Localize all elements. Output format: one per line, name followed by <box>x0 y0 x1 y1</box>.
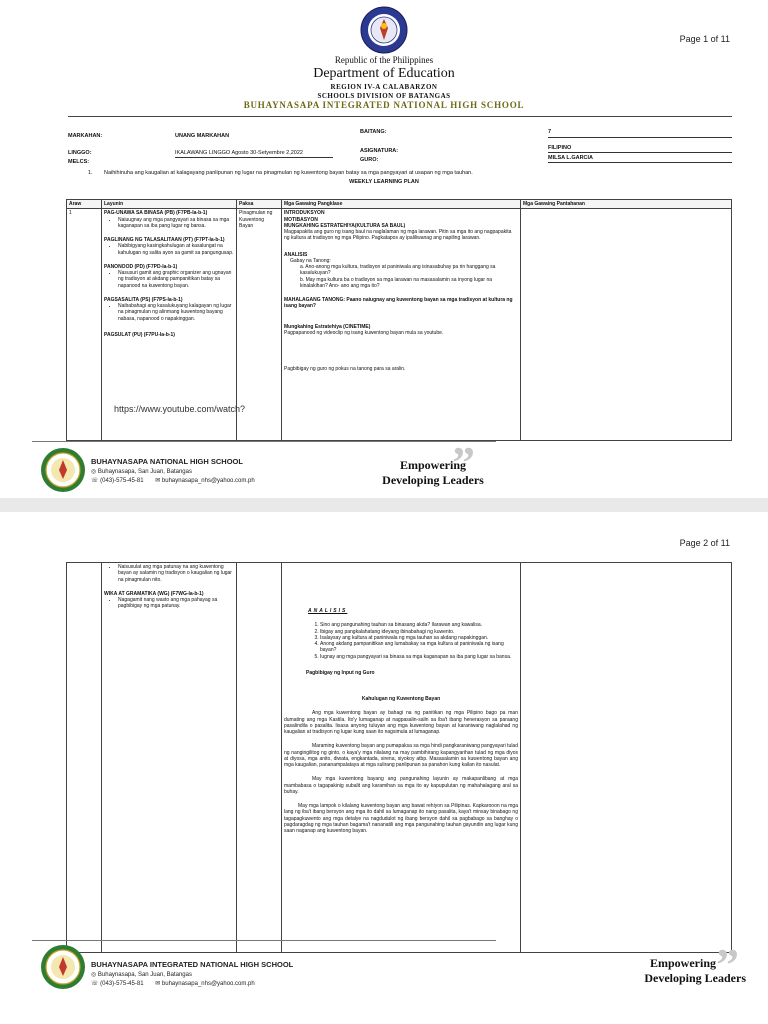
linggo-label: LINGGO: <box>68 150 92 156</box>
phone-icon: ☏ <box>91 478 101 484</box>
phone-icon: ☏ <box>91 981 101 987</box>
input-heading: Pagbibigay ng Input ng Guro <box>306 669 375 676</box>
ps-bullet: • Naibabahagi ang kasalukuyang kalagayan ng lugar na pinagmulan ng alinmang kuwentong bayang nabasa, napanood o napakinggan. <box>118 303 234 322</box>
question-1: 1. Sino ang pangunahing tauhan sa binasang akda? Ilarawan ang kawalisa. <box>320 622 518 628</box>
quote-mark-icon: ” <box>452 437 475 488</box>
mungkahing-2-text: Pagpapanood ng videoclip ng isang kuwentong bayan mula sa youtube. <box>284 329 444 336</box>
question-b: b. May mga kultura ba o tradisyon sa mga larawan na masasalamin sa inyong lugar na kinalakihan? Ano- ano ang mga ito? <box>300 276 493 289</box>
analisis-heading: ANALISIS <box>308 608 348 614</box>
melc-item: Naihihinuha ang kaugalian at kalagayang panlipunan ng lugar na pinagmulan ng kuwentong bayan batay sa mga pangyayari at usapan ng mga tauhan. <box>104 170 473 176</box>
analisis-heading: ANALISIS <box>284 251 308 258</box>
slogan: Empowering Developing Leaders <box>644 956 746 985</box>
mail-icon: ✉ <box>155 478 162 484</box>
melcs-label: MELCS: <box>68 159 90 165</box>
guro-underline <box>548 162 732 163</box>
motivation-heading: MOTIBASYON <box>284 216 318 223</box>
republic-line: Republic of the Philippines <box>334 55 434 65</box>
mungkahing-estratehiya-2: Mungkahing Estratehiya (CINETIME) <box>284 323 371 330</box>
page-number: Page 2 of 11 <box>679 538 730 548</box>
mungkahing-estratehiya-1: MUNGKAHING ESTRATEHIYA(KULTURA SA BAUL) <box>284 222 406 229</box>
mahalagang-tanong: MAHALAGANG TANONG: Paano naiugnay ang kuwentong bayan sa mga tradisyon at kultura ng isang bayan? <box>284 297 513 310</box>
question-4: 4. Anong akdang pampanitikan ang lumabakay sa mga kultura at paniniwala ng isang bayan? <box>320 641 518 654</box>
document-page-1 <box>0 0 768 498</box>
gawaing-pantahanan-cell <box>521 563 732 953</box>
footer-contact <box>91 477 255 484</box>
youtube-link[interactable]: https://www.youtube.com/watch? <box>114 404 246 414</box>
plan-title: WEEKLY LEARNING PLAN <box>349 179 419 185</box>
footer-divider <box>32 441 496 442</box>
department-line: Department of Education <box>313 66 455 81</box>
wg-bullet: • Nagagamit nang wasto ang mga pahayag sa pagbibigay ng mga patunay. <box>118 597 234 610</box>
gawaing-pangklase-cell <box>282 563 521 953</box>
footer-address: ◎ Buhaynasapa, San Juan, Batangas <box>91 972 192 978</box>
division-line: SCHOOLS DIVISION OF BATANGAS <box>317 92 451 100</box>
guro-value: MILSA L.GARCIA <box>548 155 594 161</box>
question-a: a. Ano-anong mga kultura, tradisyon at paniniwala ang isinasabuhay pa rin hanggang sa kasalukuyan? <box>300 264 496 277</box>
gawaing-pangklase-cell <box>282 209 521 441</box>
footer-email: buhaynasapa_nhs@yahoo.com.ph <box>161 981 255 987</box>
slogan: Empowering Developing Leaders <box>382 458 484 487</box>
footer-address: ◎ Buhaynasapa, San Juan, Batangas <box>91 469 192 475</box>
gabay-label: Gabay na Tanong: <box>290 257 331 264</box>
header-layunin: Layunin <box>102 200 237 209</box>
pu-bullet: • Naisusulat ang mga patunay na ang kuwentong bayan ay salamin ng tradisyon o kaugalian ng lugar na pinagmulan nito. <box>118 564 234 583</box>
header-gawaing-pantahanan: Mga Gawaing Pantahanan <box>521 200 732 209</box>
ps-heading: PAGSASALITA (PS) (F7PS-Ia-b-1) <box>104 296 183 303</box>
deped-seal-icon <box>360 6 408 54</box>
pagbibigay-pokus: Pagbibigay ng guro ng pokus na tanong para sa aralin. <box>284 366 406 372</box>
linggo-value: IKALAWANG LINGGO Agosto 30-Setyembre 2,2022 <box>175 150 303 156</box>
paragraph-3: May mga kuwentong bayang ang pangunahing layunin ay makapanlibang at mga mambabasa o tagapakinig subalit ang karamihan sa mga ito ay kapupulutan ng mahahalagang aral sa buhay. <box>284 776 518 795</box>
footer-divider <box>32 940 496 941</box>
header-araw: Araw <box>67 200 102 209</box>
page-number: Page 1 of 11 <box>679 34 730 44</box>
pb-heading: PAG-UNAWA SA BINASA (PB) (F7PB-Ia-b-1) <box>104 210 208 217</box>
layunin-cell <box>102 563 237 953</box>
linggo-underline <box>175 157 333 158</box>
day-cell <box>67 563 102 953</box>
school-seal-icon <box>40 944 86 990</box>
paragraph-2: Maraming kuwentong bayan ang pumapaksa sa mga hindi pangkaraniwang pangyayari tulad ng nangingilitog ng ginto, o kaya'y mga nilalang na may pambihirang kapangyarihan tulad ng mga diyos at diyosa, mga anito, diwata, engkantada, sirena, siyokoy atbp. Masasalamin sa kuwentong bayan ang mga kaugalian, pananampalataya at mga sulirang panlipunan sa panahon kung kailan ito nasulat. <box>284 743 518 768</box>
footer-school-name: BUHAYNASAPA NATIONAL HIGH SCHOOL <box>91 457 243 466</box>
baitang-label: BAITANG: <box>360 129 387 135</box>
analisis-questions <box>284 622 518 660</box>
table-header-row <box>67 200 732 209</box>
gawaing-pantahanan-cell <box>521 209 732 441</box>
mail-icon: ✉ <box>155 981 162 987</box>
school-seal-icon <box>40 447 86 493</box>
region-line: REGION IV-A CALABARZON <box>330 83 438 91</box>
pd-heading: PANONOOD (PD) (F7PD-Ia-b-1) <box>104 263 178 270</box>
pt-bullet: • Nabibigyang kasingkahulugan at kasalungat na kahulugan ng salita ayon sa gamit sa pangungusap. <box>118 243 234 256</box>
footer-school-name: BUHAYNASAPA INTEGRATED NATIONAL HIGH SCHOOL <box>91 960 294 969</box>
document-page-2 <box>0 512 768 1024</box>
question-5: 5. Iugnay ang mga pangyayari sa binasa sa mga kaganapan sa iba pang lugar sa bansa. <box>320 654 518 660</box>
asignatura-label: ASIGNATURA: <box>360 148 399 154</box>
asignatura-value: FILIPINO <box>548 145 572 151</box>
pt-heading: PAGLINANG NG TALASALITAAN (PT) (F7PT-Ia-b-1) <box>104 237 225 243</box>
baitang-underline <box>548 137 732 138</box>
question-2: 2. Ibigay ang pangkalahatang ideyang ibinabahagi ng kuwento. <box>320 629 518 635</box>
page-gap <box>0 498 768 512</box>
location-pin-icon: ◎ <box>91 469 98 475</box>
footer-phone: (043)-575-45-81 <box>100 478 144 484</box>
footer-phone: (043)-575-45-81 <box>100 981 144 987</box>
pb-bullet: • Naiuugnay ang mga pangyayari sa binasa sa mga kaganapan sa iba pang lugar ng bansa. <box>118 217 234 230</box>
footer-contact <box>91 980 255 987</box>
paksa-cell: Pinagmulan ng Kuwentong Bayan <box>237 209 282 441</box>
mungkahing-1-text: Magpapakita ang guro ng isang baul na naglalaman ng mga larawan. Pitin sa mga ito ang nagpapakita ng kultura at tradisyon ng mga Pilipino. Pagkatapos ay ipaliliwanag ang napiling larawan. <box>284 229 512 242</box>
question-3: 3. Isalaysay ang kultura at paniniwala ng mga tauhan sa akdang napakinggan. <box>320 635 518 641</box>
footer-email: buhaynasapa_nhs@yahoo.com.ph <box>161 478 255 484</box>
kahulugan-heading: Kahulugan ng Kuwentong Bayan <box>361 696 441 702</box>
location-pin-icon: ◎ <box>91 972 98 978</box>
paragraph-4: May mga lampok o kilalang kuwentong bayan ang bawat rehiyon sa Pilipinas. Kapkarooon na mga lang ng iba't ibang bersyon ang mga ito dahil sa lumaganap ito nang pasalita, kaya't minsay binabago ng tagapagkuwento ang mga detalye na nagdudulot ng ibang bersyon dahil sa pagbabago sa banghay o pagdaragdag ng mga tauhan bagama't nananatili ang mga pangunahing tauhan gayundin ang lugar kung saan naganap ang kuwentong bayan. <box>284 803 518 834</box>
day-cell: 1 <box>67 209 102 441</box>
quote-mark-icon: ” <box>716 939 739 990</box>
markahan-label: MARKAHAN: <box>68 133 103 139</box>
baitang-value: 7 <box>548 129 552 135</box>
asignatura-underline <box>548 152 732 153</box>
markahan-value: UNANG MARKAHAN <box>175 133 230 139</box>
paksa-cell <box>237 563 282 953</box>
pu-heading: PAGSULAT (PU) (F7PU-Ia-b-1) <box>104 331 175 338</box>
weekly-plan-table-page2 <box>66 562 732 953</box>
intro-heading: INTRODUKSYON <box>284 210 325 217</box>
header-paksa: Paksa <box>237 200 282 209</box>
guro-label: GURO: <box>360 157 379 163</box>
pd-bullet: • Nasusuri gamit ang graphic organizer ang ugnayan ng tradisyon at akdang pampanitikan batay sa napanood na kuwentong bayan. <box>118 270 234 289</box>
paragraph-1: Ang mga kuwentong bayan ay bahagi na ng panitikan ng mga Pilipino bago pa man dumating ang mga Kastila. Ito'y lumaganap at nagpasalin-salin sa iba't ibang henerasyon sa paraang pasalindila o pasalita. Iisasa anyong tuluyan ang mga kuwentong bayan at karaniwang naglalahad ng kaugalian at tradisyon ng lugar kung saan ito nagsimula at lumaganap. <box>284 710 518 735</box>
header-gawaing-pangklase: Mga Gawaing Pangklase <box>282 200 521 209</box>
school-name: BUHAYNASAPA INTEGRATED NATIONAL HIGH SCHOOL <box>243 100 525 110</box>
table-row <box>67 563 732 953</box>
header-divider <box>68 116 732 117</box>
melc-number: 1. <box>88 170 93 176</box>
wg-heading: WIKA AT GRAMATIKA (WG) (F7WG-Ia-b-1) <box>104 590 204 597</box>
